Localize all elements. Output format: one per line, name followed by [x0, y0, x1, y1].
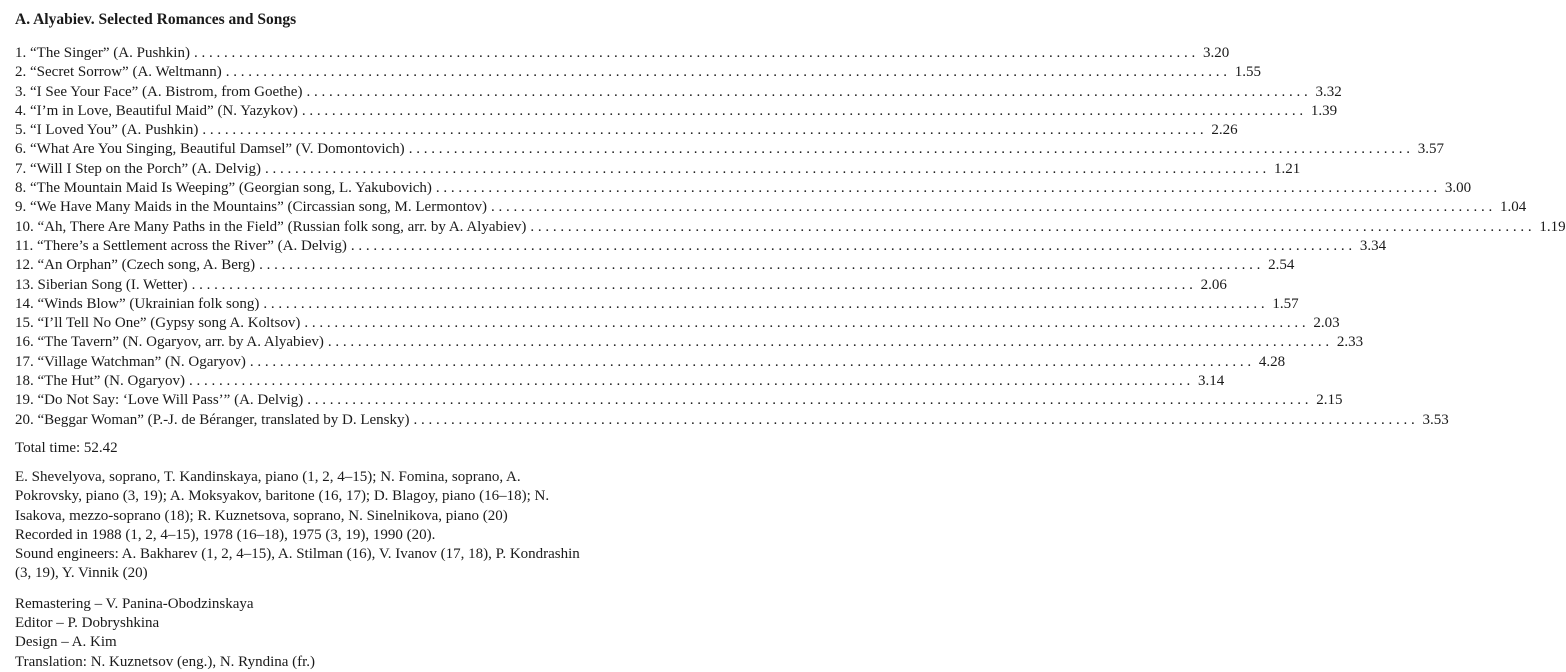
dot-leader — [259, 295, 1268, 314]
track-duration: 1.04 — [1500, 199, 1527, 216]
track-row — [15, 411, 1449, 430]
track-duration: 1.57 — [1272, 295, 1299, 312]
editor-credit: Editor – P. Dobryshkina — [15, 615, 160, 632]
track-duration: 3.00 — [1444, 180, 1472, 197]
track-title: 6. “What Are You Singing, Beautiful Damsel” (V. Domontovich) — [15, 141, 405, 158]
track-row — [15, 140, 1444, 159]
remastering-credit: Remastering – V. Panina-Obodzinskaya — [15, 595, 254, 612]
track-duration: 2.54 — [1268, 257, 1295, 274]
track-row — [15, 121, 1238, 140]
dot-leader — [526, 218, 1535, 237]
dot-leader — [222, 63, 1231, 82]
track-row — [15, 44, 1230, 63]
dot-leader — [409, 411, 1418, 430]
track-row — [15, 295, 1299, 314]
track-row — [15, 353, 1286, 372]
track-row — [15, 391, 1343, 410]
track-duration: 3.53 — [1422, 411, 1449, 428]
track-row — [15, 160, 1301, 179]
credits-section — [15, 468, 585, 584]
track-duration: 3.14 — [1197, 373, 1225, 390]
track-title: 14. “Winds Blow” (Ukrainian folk song) — [15, 295, 260, 312]
dot-leader — [347, 237, 1356, 256]
track-row — [15, 102, 1338, 121]
track-duration: 1.19 — [1539, 218, 1566, 235]
dot-leader — [261, 160, 1270, 179]
track-duration: 1.21 — [1274, 160, 1301, 177]
dot-leader — [405, 140, 1414, 159]
track-duration: 3.57 — [1417, 141, 1444, 158]
track-title: 20. “Beggar Woman” (P.-J. de Béranger, translated by D. Lensky) — [15, 411, 410, 428]
dot-leader — [432, 179, 1441, 198]
track-row — [15, 179, 1472, 198]
track-title: 10. “Ah, There Are Many Paths in the Field” (Russian folk song, arr. by A. Alyabiev) — [15, 218, 527, 235]
track-row — [15, 256, 1295, 275]
track-duration: 2.06 — [1200, 276, 1227, 293]
track-title: 4. “I’m in Love, Beautiful Maid” (N. Yazykov) — [15, 102, 298, 119]
dot-leader — [185, 372, 1194, 391]
performers-credit: E. Shevelyova, soprano, T. Kandinskaya, piano (1, 2, 4–15); N. Fomina, soprano, A. Pokrovsky, piano (3, 19); A. Moksyakov, baritone (16, 17); D. Blagoy, piano (16–18); N. Isakova, mezzo-soprano (18); R. Kuznetsova, soprano, N. Sinelnikova, piano (20) — [15, 468, 550, 524]
track-title: 17. “Village Watchman” (N. Ogaryov) — [15, 353, 246, 370]
track-duration: 2.26 — [1211, 122, 1238, 139]
track-duration: 2.03 — [1313, 315, 1340, 332]
dot-leader — [198, 121, 1207, 140]
track-duration: 3.34 — [1359, 237, 1387, 254]
track-title: 2. “Secret Sorrow” (A. Weltmann) — [15, 64, 222, 81]
track-title: 12. “An Orphan” (Czech song, A. Berg) — [15, 257, 256, 274]
track-row — [15, 237, 1387, 256]
sound-engineers-credit: Sound engineers: A. Bakharev (1, 2, 4–15), A. Stilman (16), V. Ivanov (17, 18), P. Kondrashin (3, 19), Y. Vinnik (20) — [15, 546, 580, 582]
staff-section — [15, 595, 585, 672]
translation-credit: Translation: N. Kuznetsov (eng.), N. Ryndina (fr.) — [15, 653, 316, 670]
design-credit: Design – A. Kim — [15, 634, 117, 651]
track-row — [15, 63, 1262, 82]
dot-leader — [246, 353, 1255, 372]
track-row — [15, 314, 1340, 333]
dot-leader — [302, 83, 1311, 102]
dot-leader — [487, 198, 1496, 217]
track-title: 19. “Do Not Say: ‘Love Will Pass’” (A. Delvig) — [15, 392, 304, 409]
track-duration: 1.39 — [1310, 102, 1338, 119]
recording-dates: Recorded in 1988 (1, 2, 4–15), 1978 (16–18), 1975 (3, 19), 1990 (20). — [15, 526, 436, 543]
track-title: 5. “I Loved You” (A. Pushkin) — [15, 122, 199, 139]
track-title: 7. “Will I Step on the Porch” (A. Delvig) — [15, 160, 262, 177]
track-duration: 3.20 — [1202, 45, 1230, 61]
track-title: 1. “The Singer” (A. Pushkin) — [15, 45, 190, 61]
track-row — [15, 333, 1364, 352]
track-title: 13. Siberian Song (I. Wetter) — [15, 276, 188, 293]
track-title: 18. “The Hut” (N. Ogaryov) — [15, 373, 185, 390]
track-duration: 4.28 — [1258, 353, 1286, 370]
track-duration: 1.55 — [1234, 64, 1262, 81]
dot-leader — [190, 44, 1199, 63]
track-title: 8. “The Mountain Maid Is Weeping” (Georgian song, L. Yakubovich) — [15, 180, 432, 197]
track-row — [15, 372, 1225, 391]
track-row — [15, 276, 1227, 295]
album-title: A. Alyabiev. Selected Romances and Songs — [15, 11, 297, 28]
track-title: 11. “There’s a Settlement across the River” (A. Delvig) — [15, 237, 347, 254]
dot-leader — [255, 256, 1264, 275]
track-row — [15, 218, 1566, 237]
total-time: Total time: 52.42 — [15, 439, 118, 456]
track-list — [15, 44, 1566, 430]
track-row — [15, 83, 1342, 102]
track-title: 16. “The Tavern” (N. Ogaryov, arr. by A. Alyabiev) — [15, 334, 324, 351]
dot-leader — [300, 314, 1309, 333]
track-title: 15. “I’ll Tell No One” (Gypsy song A. Koltsov) — [15, 315, 301, 332]
track-title: 9. “We Have Many Maids in the Mountains” (Circassian song, M. Lermontov) — [15, 199, 488, 216]
track-duration: 3.32 — [1315, 83, 1342, 100]
track-title: 3. “I See Your Face” (A. Bistrom, from Goethe) — [15, 83, 303, 100]
track-duration: 2.33 — [1336, 334, 1364, 351]
track-row — [15, 198, 1527, 217]
dot-leader — [303, 391, 1312, 410]
dot-leader — [324, 333, 1333, 352]
dot-leader — [188, 276, 1197, 295]
dot-leader — [298, 102, 1307, 121]
track-duration: 2.15 — [1316, 392, 1343, 409]
